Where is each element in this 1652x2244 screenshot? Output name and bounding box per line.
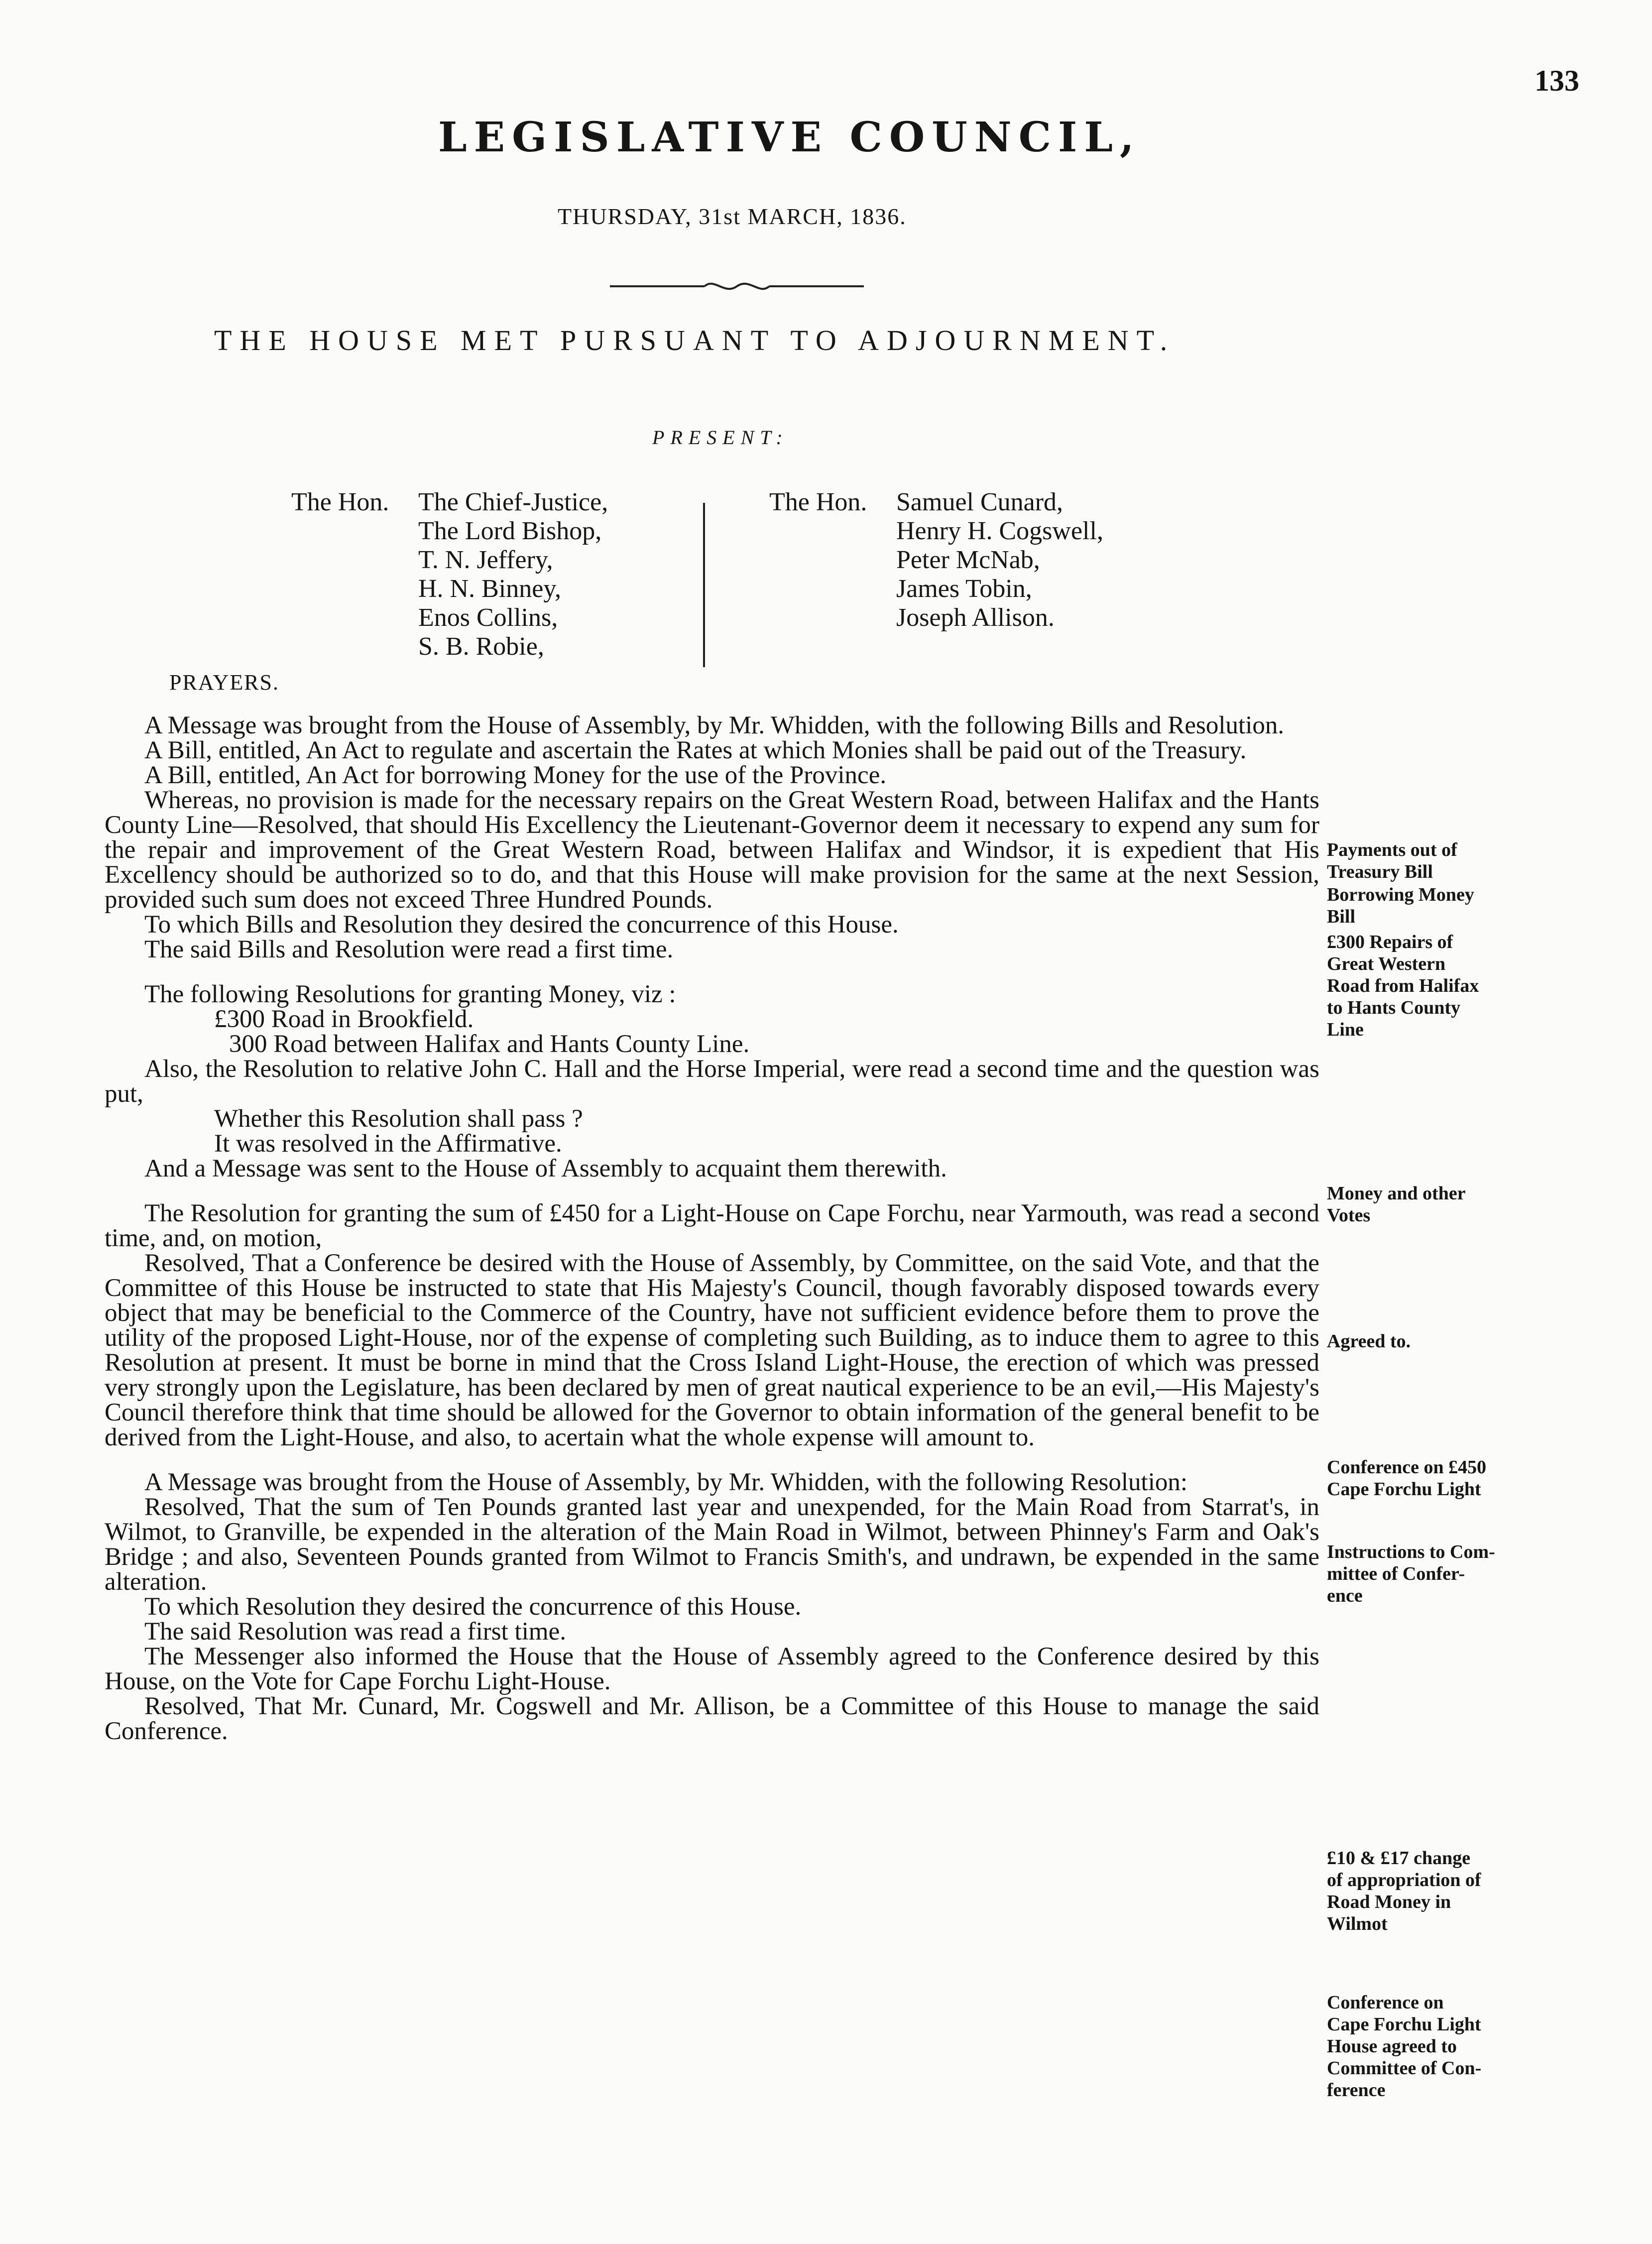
margin-note: Instructions to Com- mittee of Confer- ence xyxy=(1327,1541,1495,1606)
ornament-divider-icon xyxy=(610,276,864,296)
member-name: S. B. Robie, xyxy=(418,632,544,661)
hon-prefix-right: The Hon. xyxy=(769,488,867,516)
paragraph: To which Resolution they desired the concurrence of this House. xyxy=(144,1593,802,1621)
paragraph: Whereas, no provision is made for the necessary repairs on the Great Western Road, between Halifax and the Hants County Line—Resolved, that should His Excellency the Lieutenant-Governor deem it necessary to expend any sum for the repair and improvement of the Great Western Road, between Halifax and Windsor, it is expedient that His Excellency should be authorized so to do, and that this House will make provision for the same at the next Session, provided such sum does not exceed Three Hundred Pounds. xyxy=(105,786,1319,914)
page-title: LEGISLATIVE COUNCIL, xyxy=(438,114,1141,161)
paragraph: The following Resolutions for granting Money, viz : xyxy=(144,980,676,1008)
hon-prefix-left: The Hon. xyxy=(291,488,389,516)
meeting-heading: THE HOUSE MET PURSUANT TO ADJOURNMENT. xyxy=(214,324,1176,356)
member-name: Samuel Cunard, xyxy=(896,488,1063,516)
member-name: H. N. Binney, xyxy=(418,575,561,603)
margin-note: £300 Repairs of Great Western Road from Halifax to Hants County Line xyxy=(1327,932,1479,1040)
member-name: Henry H. Cogswell, xyxy=(896,517,1103,545)
paragraph: A Bill, entitled, An Act to regulate and ascertain the Rates at which Monies shall be paid out of the Treasury. xyxy=(144,736,1247,764)
paragraph: Whether this Resolution shall pass ? xyxy=(214,1105,583,1133)
page-number: 133 xyxy=(1534,64,1579,97)
member-name: Joseph Allison. xyxy=(896,603,1055,632)
margin-note: Money and other Votes xyxy=(1327,1183,1466,1226)
paragraph: And a Message was sent to the House of Assembly to acquaint them therewith. xyxy=(144,1155,947,1182)
paragraph: Resolved, That Mr. Cunard, Mr. Cogswell and Mr. Allison, be a Committee of this House to manage the said Conference. xyxy=(105,1692,1319,1745)
paragraph: A Bill, entitled, An Act for borrowing Money for the use of the Province. xyxy=(144,761,887,789)
paragraph: Resolved, That the sum of Ten Pounds granted last year and unexpended, for the Main Road from Starrat's, in Wilmot, to Granville, be expended in the alteration of the Main Road in Wilmot, between Phinney's Farm and Oak's Bridge ; and also, Seventeen Pounds granted from Wilmot to Francis Smith's, and undrawn, be expended in the same alteration. xyxy=(105,1493,1319,1596)
margin-note: Conference on Cape Forchu Light House agreed to Committee of Con- ference xyxy=(1327,1992,1482,2101)
paragraph: Resolved, That a Conference be desired with the House of Assembly, by Committee, on the said Vote, and that the Committee of this House be instructed to state that His Majesty's Council, though favorably disposed towards every object that may be beneficial to the Commerce of the Country, have not sufficient evidence before them to prove the utility of the proposed Light-House, nor of the expense of completing such Building, as to induce them to agree to this Resolution at present. It must be borne in mind that the Cross Island Light-House, the erection of which was pressed very strongly upon the Legislature, has been declared by men of great nautical experience to be an evil,—His Majesty's Council therefore think that time should be allowed for the Governor to obtain information of the general benefit to be derived from the Light-House, and also, to acertain what the whole expense will amount to. xyxy=(105,1249,1319,1451)
members-left-column xyxy=(291,488,608,661)
margin-note: Borrowing Money Bill xyxy=(1327,884,1474,927)
member-name: The Chief-Justice, xyxy=(418,488,608,516)
paragraph: £300 Road in Brookfield. xyxy=(214,1005,474,1033)
member-name: Peter McNab, xyxy=(896,546,1040,574)
margin-note: Agreed to. xyxy=(1327,1331,1411,1352)
paragraph: The Resolution for granting the sum of £450 for a Light-House on Cape Forchu, near Yarmouth, was read a second time, and, on motion, xyxy=(105,1199,1319,1252)
paragraph: The said Resolution was read a first time. xyxy=(144,1618,566,1646)
proceedings-text xyxy=(105,713,1319,1744)
paragraph: A Message was brought from the House of Assembly, by Mr. Whidden, with the following Bills and Resolution. xyxy=(144,711,1285,739)
paragraph: 300 Road between Halifax and Hants County Line. xyxy=(229,1030,750,1058)
member-name: James Tobin, xyxy=(896,575,1032,603)
margin-note: Payments out of Treasury Bill xyxy=(1327,839,1457,882)
member-name: The Lord Bishop, xyxy=(418,517,602,545)
paragraph: Also, the Resolution to relative John C. Hall and the Horse Imperial, were read a second time and the question was put, xyxy=(105,1055,1319,1108)
members-right-column xyxy=(769,488,1103,632)
margin-note: Conference on £450 Cape Forchu Light xyxy=(1327,1457,1487,1500)
paragraph: A Message was brought from the House of Assembly, by Mr. Whidden, with the following Resolution: xyxy=(144,1468,1188,1496)
paragraph: To which Bills and Resolution they desired the concurrence of this House. xyxy=(144,911,899,939)
paragraph: The said Bills and Resolution were read a first time. xyxy=(144,936,674,963)
paragraph: It was resolved in the Affirmative. xyxy=(214,1130,562,1158)
prayers-heading: PRAYERS. xyxy=(169,670,280,695)
present-label: PRESENT: xyxy=(652,426,789,449)
session-date: THURSDAY, 31st MARCH, 1836. xyxy=(558,204,907,229)
members-divider xyxy=(703,503,705,667)
member-name: Enos Collins, xyxy=(418,603,558,632)
paragraph: The Messenger also informed the House that the House of Assembly agreed to the Conference desired by this House, on the Vote for Cape Forchu Light-House. xyxy=(105,1643,1319,1695)
member-name: T. N. Jeffery, xyxy=(418,546,553,574)
margin-note: £10 & £17 change of appropriation of Road Money in Wilmot xyxy=(1327,1848,1481,1934)
